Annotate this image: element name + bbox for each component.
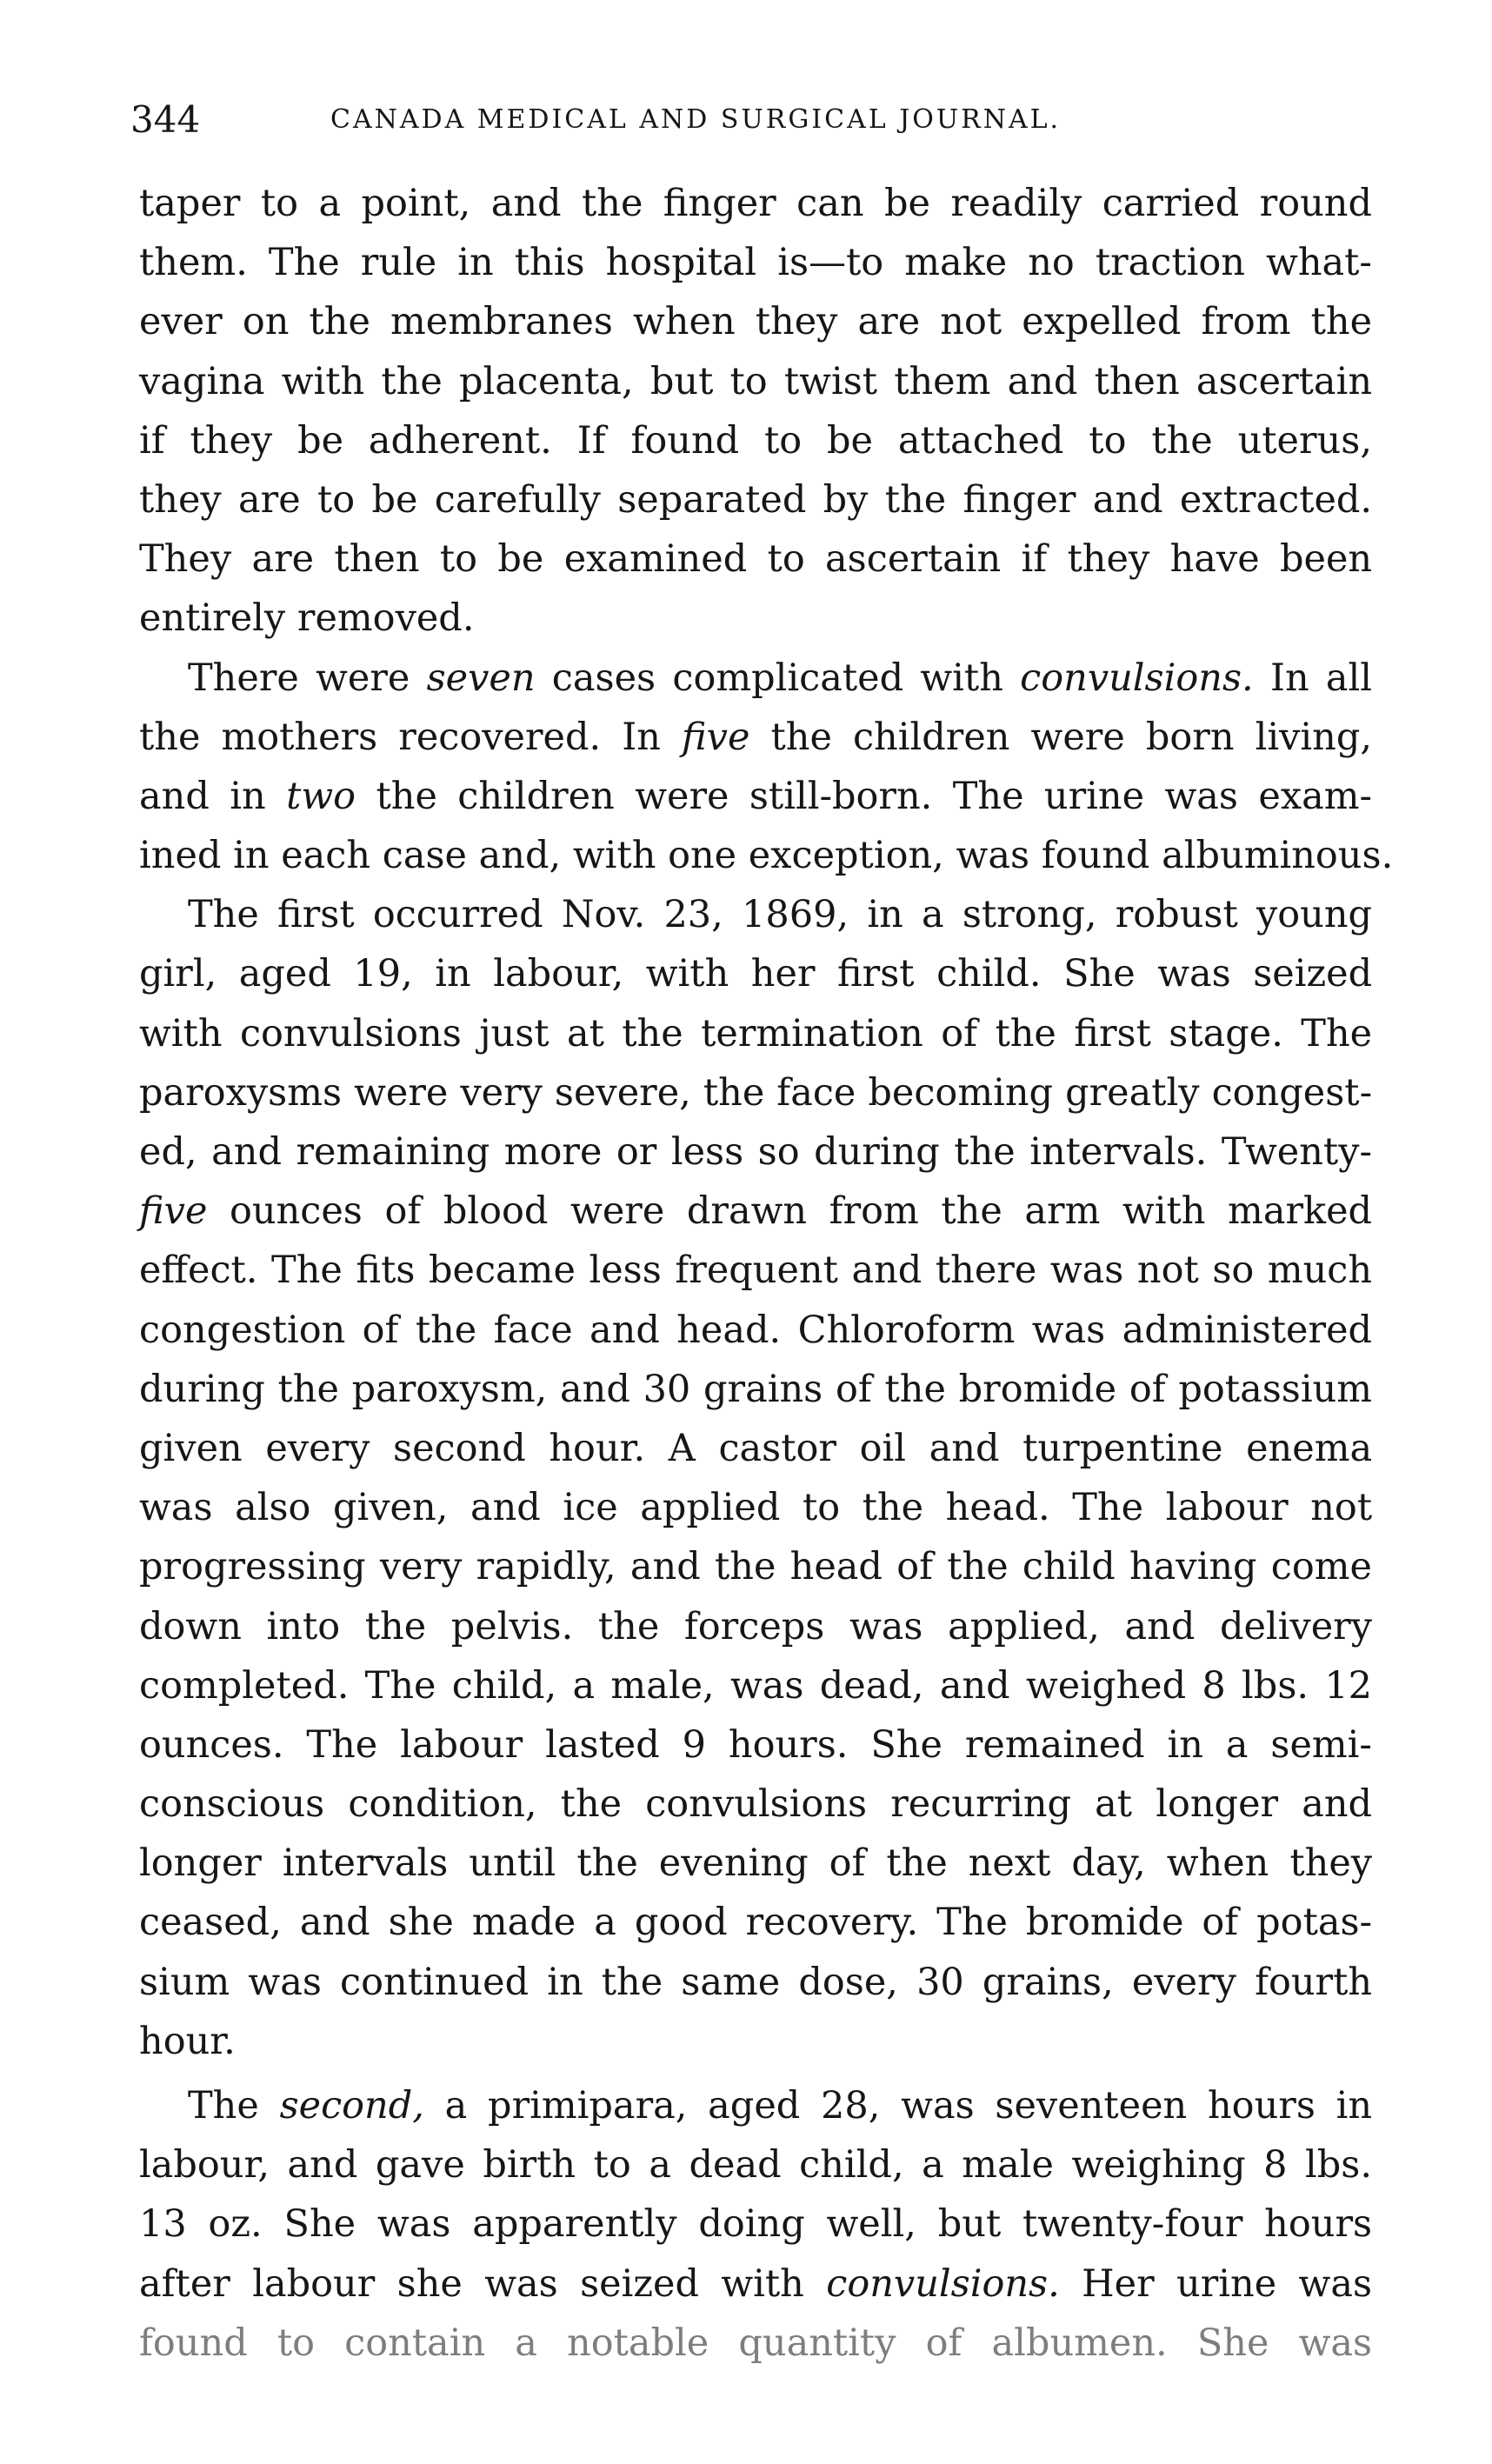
- text-line: the mothers recovered. In five the children were born living,: [139, 715, 1373, 759]
- text-line: ed, and remaining more or less so during the intervals. Twenty-: [139, 1130, 1373, 1174]
- text-line: five ounces of blood were drawn from the arm with marked: [139, 1189, 1373, 1234]
- text-line: 13 oz. She was apparently doing well, but twenty-four hours: [139, 2202, 1373, 2247]
- text-line: down into the pelvis. the forceps was applied, and delivery: [139, 1604, 1373, 1648]
- text-line: The second, a primipara, aged 28, was seventeen hours in: [188, 2084, 1373, 2128]
- text-line: given every second hour. A castor oil and turpentine enema: [139, 1426, 1373, 1470]
- text-line: girl, aged 19, in labour, with her first child. She was seized: [139, 952, 1373, 996]
- text-line: longer intervals until the evening of the next day, when they: [139, 1841, 1373, 1886]
- text-line: There were seven cases complicated with convulsions. In all: [188, 656, 1373, 700]
- text-line: found to contain a notable quantity of albumen. She was: [139, 2321, 1373, 2365]
- text-line: ever on the membranes when they are not expelled from the: [139, 300, 1373, 344]
- text-line: and in two the children were still-born. The urine was exam-: [139, 774, 1373, 818]
- text-line: ounces. The labour lasted 9 hours. She remained in a semi-: [139, 1722, 1372, 1767]
- text-line: ined in each case and, with one exception, was found albuminous.: [139, 834, 1394, 878]
- page-number: 344: [130, 98, 201, 141]
- text-line: taper to a point, and the finger can be readily carried round: [139, 182, 1373, 225]
- text-line: conscious condition, the convulsions recurring at longer and: [139, 1782, 1373, 1827]
- text-line: entirely removed.: [139, 596, 475, 641]
- body-text: [139, 174, 1394, 2373]
- text-line: sium was continued in the same dose, 30 grains, every fourth: [139, 1960, 1373, 2004]
- text-line: they are to be carefully separated by the finger and extracted.: [139, 477, 1373, 522]
- text-line: with convulsions just at the termination of the first stage. The: [139, 1011, 1373, 1056]
- text-line: The first occurred Nov. 23, 1869, in a strong, robust young: [188, 893, 1373, 937]
- text-line: ceased, and she made a good recovery. The bromide of potas-: [139, 1901, 1373, 1945]
- text-line: completed. The child, a male, was dead, and weighed 8 lbs. 12: [139, 1663, 1373, 1708]
- text-line: congestion of the face and head. Chloroform was administered: [139, 1308, 1373, 1352]
- text-line: labour, and gave birth to a dead child, a male weighing 8 lbs.: [139, 2143, 1373, 2188]
- text-line: if they be adherent. If found to be attached to the uterus,: [139, 418, 1372, 463]
- text-line: after labour she was seized with convulsions. Her urine was: [139, 2261, 1373, 2306]
- journal-title: CANADA MEDICAL AND SURGICAL JOURNAL.: [330, 104, 1062, 135]
- text-line: during the paroxysm, and 30 grains of the bromide of potassium: [139, 1367, 1373, 1411]
- text-line: vagina with the placenta, but to twist them and then ascertain: [139, 359, 1373, 403]
- text-line: progressing very rapidly, and the head of the child having come: [139, 1545, 1372, 1589]
- text-line: hour.: [139, 2019, 236, 2063]
- text-line: them. The rule in this hospital is—to make no traction what-: [139, 241, 1372, 285]
- text-line: They are then to be examined to ascertain if they have been: [139, 537, 1373, 582]
- running-head: [130, 94, 1382, 146]
- text-line: effect. The fits became less frequent and there was not so much: [139, 1249, 1373, 1293]
- text-line: paroxysms were very severe, the face becoming greatly congest-: [139, 1070, 1373, 1115]
- text-line: was also given, and ice applied to the head. The labour not: [139, 1486, 1373, 1530]
